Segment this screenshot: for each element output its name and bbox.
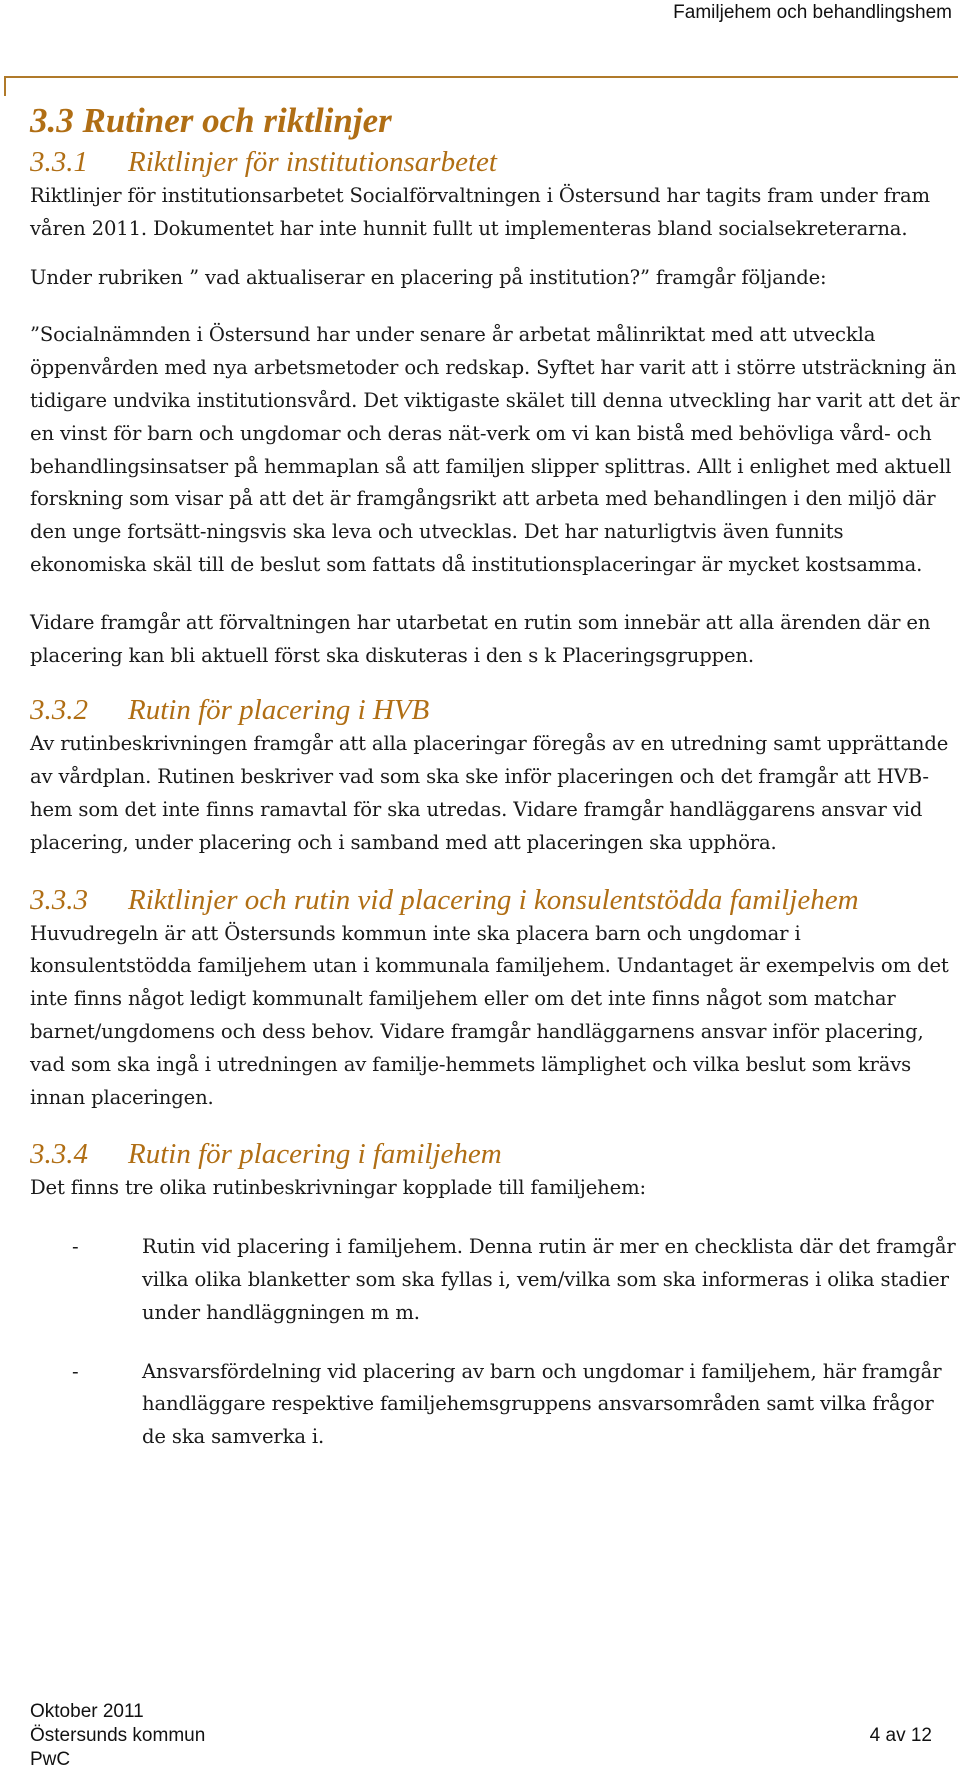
subsection-heading-3-3-4 bbox=[30, 1136, 960, 1172]
list-item bbox=[30, 1356, 960, 1454]
footer-date: Oktober 2011 bbox=[30, 1701, 144, 1722]
paragraph: Riktlinjer för institutionsarbetet Socialförvaltningen i Östersund har tagits fram under fram våren 2011. Dokumentet har inte hunnit fullt ut implementeras bland socialsekreterarna. bbox=[30, 184, 930, 240]
list-item-text: Rutin vid placering i familjehem. Denna rutin är mer en checklista där det framgår vilka olika blanketter som ska fyllas i, vem/vilka som ska informeras i olika stadier under handläggningen m m. bbox=[142, 1235, 956, 1324]
subsection-title: Riktlinjer och rutin vid placering i konsulentstödda familjehem bbox=[128, 883, 859, 916]
footer-organization: Östersunds kommun bbox=[30, 1725, 206, 1746]
page-footer bbox=[30, 1700, 950, 1772]
paragraph: Det finns tre olika rutinbeskrivningar kopplade till familjehem: bbox=[30, 1176, 646, 1200]
subsection-title: Riktlinjer för institutionsarbetet bbox=[128, 146, 497, 178]
footer-firm: PwC bbox=[30, 1749, 71, 1770]
header-rule bbox=[4, 76, 958, 96]
subsection-number: 3.3.3 bbox=[30, 883, 88, 916]
paragraph: Under rubriken ” vad aktualiserar en placering på institution?” framgår följande: bbox=[30, 265, 827, 289]
document-body bbox=[30, 96, 960, 1454]
list-item-text: Ansvarsfördelning vid placering av barn och ungdomar i familjehem, här framgår handläggare respektive familjehemsgruppens ansvarsområden samt vilka frågor de ska samverka i. bbox=[142, 1359, 942, 1449]
subsection-number: 3.3.4 bbox=[30, 1138, 88, 1171]
subsection-title: Rutin för placering i HVB bbox=[128, 694, 430, 727]
paragraph: Av rutinbeskrivningen framgår att alla placeringar föregås av en utredning samt upprättande av vårdplan. Rutinen beskriver vad som ska ske inför placeringen och det framgår att HVB-hem som det inte finns ramavtal för ska utredas. Vidare framgår handläggarens ansvar vid placering, under placering och i samband med att placeringen ska upphöra. bbox=[30, 732, 949, 854]
list-dash: - bbox=[72, 1235, 79, 1259]
paragraph: Vidare framgår att förvaltningen har utarbetat en rutin som innebär att alla ärenden där en placering kan bli aktuell först ska diskuteras i den s k Placeringsgruppen. bbox=[30, 610, 931, 667]
subsection-title: Rutin för placering i familjehem bbox=[128, 1138, 502, 1171]
subsection-heading-3-3-2 bbox=[30, 692, 960, 728]
running-header: Familjehem och behandlingshem bbox=[673, 2, 952, 23]
section-title: 3.3 Rutiner och riktlinjer bbox=[30, 101, 392, 140]
paragraph: Huvudregeln är att Östersunds kommun inte ska placera barn och ungdomar i konsulentstödda familjehem utan i kommunala familjehem. Undantaget är exempelvis om det inte finns något ledigt kommunalt familjehem eller om det inte finns något som matchar barnet/ungdomens och dess behov. Vidare framgår handläggarnens ansvar inför placering, vad som ska ingå i utredningen av familje-hemmets lämplighet och vilka beslut som krävs innan placeringen. bbox=[30, 921, 949, 1109]
list-dash: - bbox=[72, 1359, 79, 1383]
quote-paragraph: ”Socialnämnden i Östersund har under senare år arbetat målinriktat med att utveckla öppenvården med nya arbetsmetoder och redskap. Syftet har varit att i större utsträckning än tidigare undvika institutionsvård. Det viktigaste skälet till denna utveckling har varit att det är en vinst för barn och ungdomar och deras nät-verk om vi kan bistå med behövliga vård- och behandlingsinsatser på hemmaplan så att familjen slipper splittras. Allt i enlighet med aktuell forskning som visar på att det är framgångsrikt att arbeta med behandlingen i den miljö där den unge fortsätt-ningsvis ska leva och utvecklas. Det har naturligtvis även funnits ekonomiska skäl till de beslut som fattats då institutionsplaceringar är mycket kostsamma. bbox=[30, 323, 960, 576]
subsection-number: 3.3.1 bbox=[30, 146, 88, 178]
page-number: 4 av 12 bbox=[869, 1725, 932, 1746]
subsection-heading-3-3-3 bbox=[30, 882, 960, 918]
subsection-heading-3-3-1 bbox=[30, 144, 960, 180]
subsection-number: 3.3.2 bbox=[30, 694, 88, 727]
list-item bbox=[30, 1231, 960, 1329]
